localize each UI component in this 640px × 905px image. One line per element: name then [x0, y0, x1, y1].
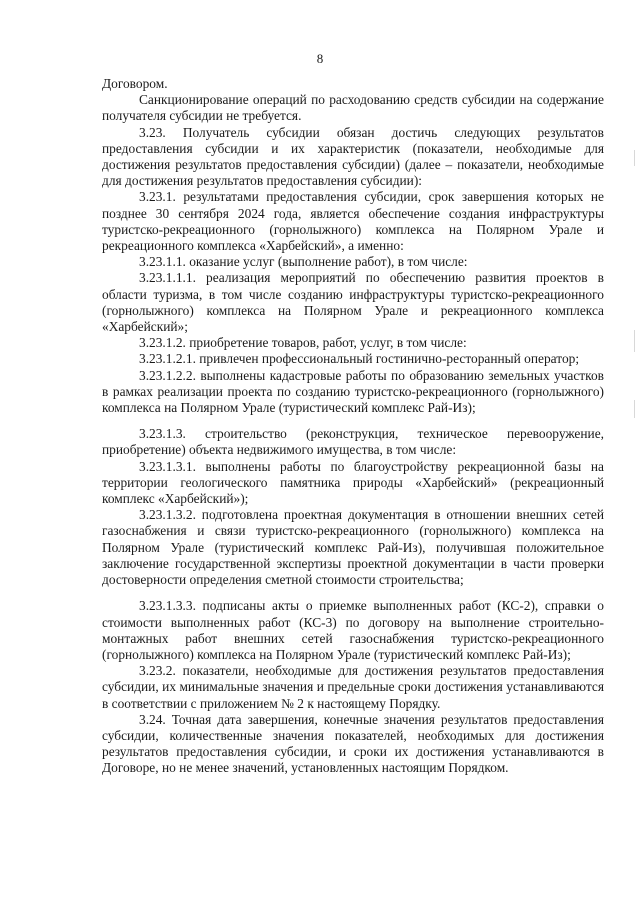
paragraph-3-23-1-2-1: 3.23.1.2.1. привлечен профессиональный гостинично-ресторанный оператор;	[139, 351, 580, 367]
paragraph-3-23-1-1: 3.23.1.1. оказание услуг (выполнение работ), в том числе:	[139, 254, 468, 270]
paragraph-3-23-1-2-2: 3.23.1.2.2. выполнены кадастровые работы по образованию земельных участков в рамках реализации проекта по созданию туристско-рекреационного (горнолыжного) комплекса на Полярном Урале (туристический комплекс Рай-Из);	[102, 367, 604, 416]
paragraph-3-23-1-3-2: 3.23.1.3.2. подготовлена проектная документация в отношении внешних сетей газоснабжения и связи туристско-рекреационного (горнолыжного) комплекса на Полярном Урале (туристический комплекс Рай-Из), получившая положительное заключение государственной экспертизы проектной документации в части проверки достоверности определения сметной стоимости строительства;	[102, 507, 604, 588]
paragraph-3-23-1: 3.23.1. результатами предоставления субсидии, срок завершения которых не позднее 30 сентября 2024 года, является обеспечение создания инфраструктуры туристско-рекреационного (горнолыжного) комплекса на Полярном Урале и рекреационного комплекса «Харбейский», а именно:	[102, 189, 604, 254]
paragraph-3-23-1-3: 3.23.1.3. строительство (реконструкция, техническое перевооружение, приобретение) объекта недвижимого имущества, в том числе:	[102, 426, 604, 458]
paragraph-sanctioning: Санкционирование операций по расходованию средств субсидии на содержание получателя субсидии не требуется.	[102, 92, 604, 124]
paragraph-3-23-1-1-1: 3.23.1.1.1. реализация мероприятий по обеспечению развития проектов в области туризма, в том числе созданию инфраструктуры туристско-рекреационного (горнолыжного) комплекса на Полярном Урале и рекреационного комплекса «Харбейский»;	[102, 270, 604, 335]
paragraph-3-24: 3.24. Точная дата завершения, конечные значения результатов предоставления субсидии, количественные значения показателей, необходимых для достижения результатов предоставления субсидии, и сроки их достижения устанавливаются в Договоре, но не менее значений, установленных настоящим Порядком.	[102, 711, 604, 776]
scan-edge-mark	[634, 400, 635, 418]
document-body	[102, 76, 604, 777]
paragraph-contract: Договором.	[102, 76, 168, 91]
paragraph-3-23-2: 3.23.2. показатели, необходимые для достижения результатов предоставления субсидии, их минимальные значения и предельные сроки достижения устанавливаются в соответствии с приложением № 2 к настоящему Порядку.	[102, 663, 604, 711]
scan-edge-mark	[634, 330, 635, 352]
scan-edge-mark	[634, 150, 635, 166]
paragraph-3-23: 3.23. Получатель субсидии обязан достичь следующих результатов предоставления субсидии и их характеристик (показатели, необходимые для достижения результатов предоставления субсидии) (далее – показатели, необходимые для достижения результатов предоставления субсидии):	[102, 124, 604, 189]
paragraph-3-23-1-3-1: 3.23.1.3.1. выполнены работы по благоустройству рекреационной базы на территории геологического памятника природы «Харбейский» (рекреационный комплекс «Харбейский»);	[102, 458, 604, 507]
page-number: 8	[316, 51, 324, 66]
paragraph-3-23-1-2: 3.23.1.2. приобретение товаров, работ, услуг, в том числе:	[139, 335, 467, 351]
paragraph-3-23-1-3-3: 3.23.1.3.3. подписаны акты о приемке выполненных работ (КС-2), справки о стоимости выполненных работ (КС-3) по договору на выполнение строительно-монтажных работ внешних сетей газоснабжения туристско-рекреационного (горнолыжного) комплекса на Полярном Урале (туристический комплекс Рай-Из);	[102, 598, 604, 662]
